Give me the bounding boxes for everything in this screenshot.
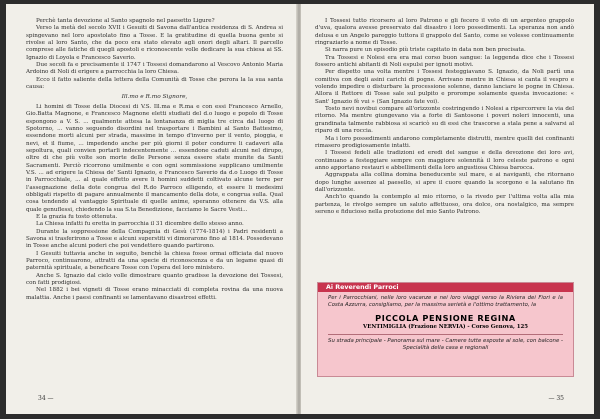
page-number-right: — 35 xyxy=(548,395,564,402)
paragraph: Anch'io quando la contemplo al mio ritorno, o la rivedo per l'ultima volta alla mia partenza, le rivolgo sempre un saluto affettuoso, ora dolce, ora nostalgico, ma sempre sereno e fiducioso nella protezione del mio Santo Patrono. xyxy=(315,194,574,215)
paragraph: Due secoli fa e precisamente il 1747 i Tossesi domandarono al Vescovo Antonio Maria Ardoino di Noli di erigere a parrocchia la loro Chiesa. xyxy=(26,62,283,76)
paragraph: La Chiesa infatti fu eretta in parrocchia il 31 dicembre dello stesso anno. xyxy=(36,221,244,228)
paragraph: Aggrappata alla collina domina beneducente sul mare, e ai naviganti, che ritornano dopo lunghe assenze al paesello, si apre il cuore quando la scorgono e la salutano fin dall'orizzonte. xyxy=(315,172,574,193)
ad-features: Su strada principale - Panorama sul mare - Camere tutte esposte al sole, con balcone - Specialità della casa e regionali xyxy=(328,338,563,351)
left-column xyxy=(26,18,283,302)
letter-salutation: Ill.mo e R.mo Signore, xyxy=(121,94,188,101)
paragraph: Durante la soppressione della Compagnia di Gesù (1774-1814) i Padri residenti a Savona si trasferirono a Tosse e alcuni superstiti vi dimorarono fino al 1814. Possedevano in Tosse anche alcuni poderi che poi vendettero quando partirono. xyxy=(26,228,283,250)
paragraph: Perchè tanta devozione al Santo spagnolo nel paesetto Ligure? xyxy=(36,18,215,24)
ad-title: Ai Reverendi Parroci xyxy=(318,283,573,292)
paragraph: Nel 1882 i bei vigneti di Tosse erano minacciati di completa rovina da una nuova malattia. Anche i paesi confinanti se lamentavano disastrosi effetti. xyxy=(26,287,283,301)
paragraph: I Tossesi fedeli alle tradizioni ed eredi del sangue e della devozione dei loro avi, continuano a festeggiare sempre con maggiore solennità il loro celeste patrono e ogni anno apportano restauri e abbellimenti della loro angustiosa Chiesa barocca. xyxy=(315,150,574,171)
paragraph: Per dispetto una volta mentre i Tossesi festeggiavano S. Ignazio, da Noli partì una comitiva con degli asini carichi di pogne. Arrivano mentre in Chiesa si canta il vespro e volendo impedire o disturbare la processione solenne, danno lanciare le pogne in Chiesa. Allora il Rettore di Tosse sale sul pulpito e prorompe solamente questa invocazione: « Sant' Ignazio fè vui » (San Ignazio fate voi). xyxy=(315,69,574,105)
ad-address: VENTIMIGLIA (Frazione NERVIA) - Corso Genova, 125 xyxy=(363,324,528,330)
right-page xyxy=(301,4,594,414)
paragraph: I Gesuiti tuttavia anche in seguito, benchè la chiesa fosse ormai officiata dal nuovo Parroco, continuarono, attratti da una specie di riconoscenza e da un legame quasi di paternità spirituale, a beneficare Tosse con l'opera del loro ministero. xyxy=(26,250,283,272)
advertisement-box xyxy=(317,282,574,377)
paragraph: Ma i loro possedimenti andarono completamente distrutti, mentre quelli dei confinanti rimasero prodigiosamente intatti. xyxy=(315,135,574,149)
right-column xyxy=(315,18,574,216)
ad-intro: Per i Parrocchiani, nelle loro vacanze e nei loro viaggi verso la Riviera dei Fiori e la Costa Azzurra, consigliamo, per la massima serietà e l'ottimo trattamento, la xyxy=(328,295,563,308)
paragraph: I Tossesi tutto ricorsero al loro Patrono e gli fecero il voto di un argenteo grappolo d'uva, qualora avesse preservato dal disastro i loro possedimenti. La speranza non andò delusa e un Angelo pareggio tuttora il grappolo del Santo, come se volesse continuamente ringraziarlo a nome di Tosse. xyxy=(315,18,574,47)
page-number-left: 34 — xyxy=(38,395,54,402)
left-page xyxy=(6,4,297,414)
paragraph: E la grazia fu tosto ottenuta. xyxy=(36,214,118,220)
paragraph: Tra Tossesi e Nolesi era era mai corso buon sangue: la leggenda dice che i Tossesi fossero antichi abitanti di Noli espulsi per ignoti motivi. xyxy=(315,54,574,69)
paragraph: Verso la metà del secolo XVII i Gesuiti di Savona dall'antica residenza di S. Andrea si spingevano nel loro apostolato fino a Tosse. E la gratitudine di quella buona gente si rivolse al loro Santo, che da poco era stato elevato agli onori degli altari. Il parcello comprese alle fatiche di quegli apostoli e riconoscente volle dedicare la sua chiesa ai SS. Ignazio di Loyola e Francesco Saverio. xyxy=(26,25,283,61)
paragraph: Ecco il fatto saliente della lettera della Comunità di Tosse che perora la la sua santa causa: xyxy=(26,76,283,91)
paragraph: Tosto nevi novibui compare all'orizzonte costringendo i Nolesi a ripercorrere la via del ritorno. Ma mentre giungevano via a forte di Santosone i poveri noleri innocenti, una grandinata talmente rabbiosa si scaricò su di essi che trascorse a stala pene a salvarsi al riparo di una roccia. xyxy=(315,106,574,135)
ad-pension-name: PICCOLA PENSIONE REGINA xyxy=(375,313,516,323)
paragraph: Si narra pure un episodio più triste capitato in data non ben precisata. xyxy=(325,47,526,54)
paragraph: Li homini di Tosse della Diocesi di V.S. Ill.ma e R.ma e con essi Francesco Arnello, Gio.Batta Magnone, e Francesco Magnone eletti studiati del d.o luogo e popolo di Tosse espongono a V. S. ... qualmente attesa la lontananza di miglia tre circa dal luogo di Spotorno, ... vanno seguendo disordini nel trasportare i Bambini al Santo Battesimo, essendone morti alcuni per strada, massime in tempo d'inverno per il vento, pioggia, e nevi, et il fiume, ... impedendo anche per più giorni il poter condurre li cadaveri alla sepoltura, quali convien portarli indecentemente ... essendone caduti alcuni nel dirupo, oltre di che più volte son morte delle Persone senza essere state munite da Santi Sacramenti. Perciò ricorrono umilmente e con ogni sommissione supplicano umilmente V.S. ... ad erigere la Chiesa de' Santi Ignazio, e Francesco Saverio da d.o Luogo di Tosse in Parrocchiale, ... al quale effetto avere li homini suddetti coltivato alcune terre per l'assegnazione della dote congrua del R.do Parroco elligendo, et essere li medesimi obbligati rispetto di pagare annualmente il mancamento della dote, e congrua sulla. Qual cosa tendendo al vantaggio Spirituale di quelle anime, speranno ottenere da V.S. alla quale genuflessi, chiedendo la sua S.ta Benedizione, facciamo le Sacre Vesti... xyxy=(26,103,283,213)
paragraph: Anche S. Ignazio dal cielo volle dimostrare quanto gradisse la devozione dei Tossesi, con fatti prodigiosi. xyxy=(26,272,283,287)
